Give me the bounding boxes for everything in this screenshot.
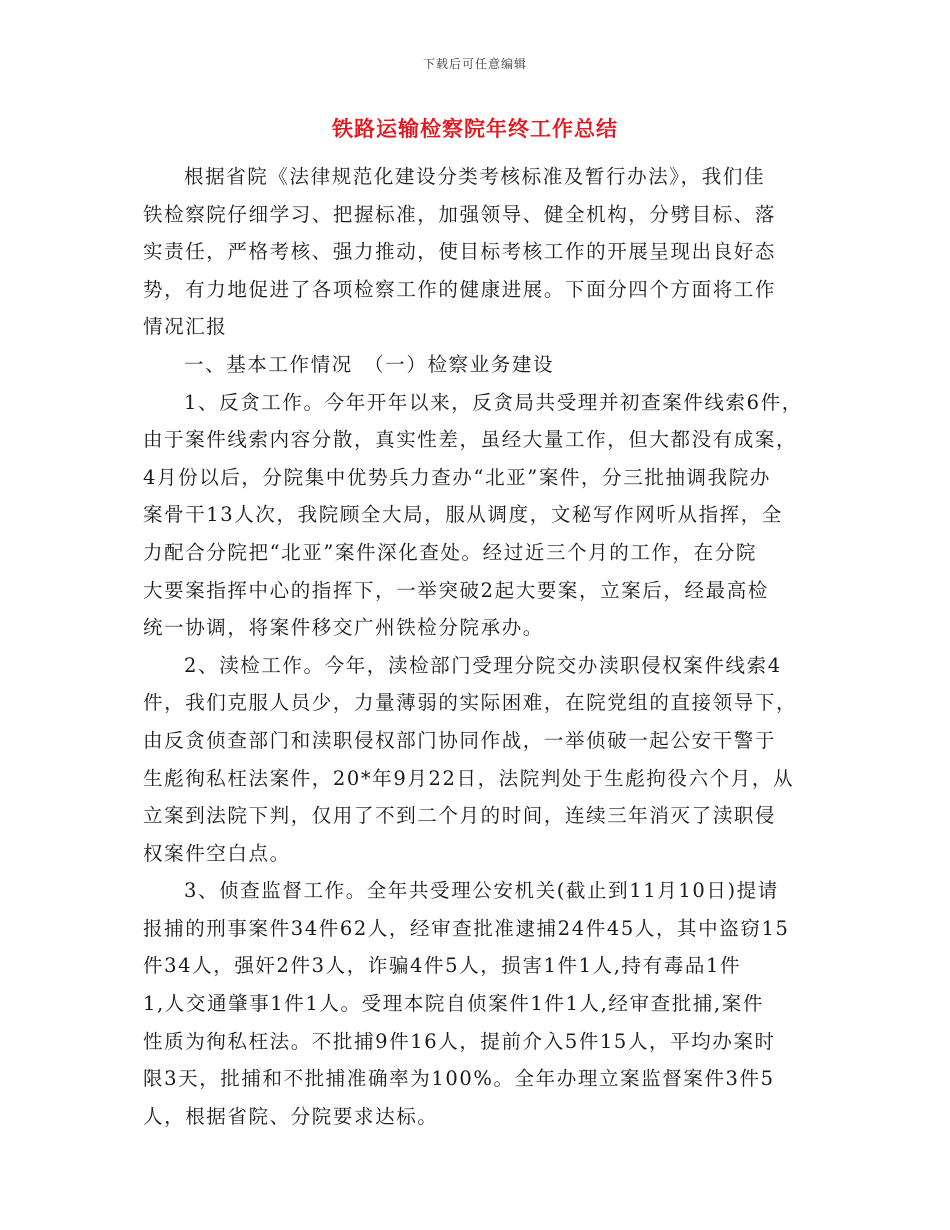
body-text-line: 限3天，批捕和不批捕准确率为100%。全年办理立案监督案件3件5 — [143, 1067, 775, 1091]
body-text-line: 实责任，严格考核、强力推动，使目标考核工作的开展呈现出良好态 — [143, 240, 777, 264]
body-text-line: 由反贪侦查部门和渎职侵权部门协同作战，一举侦破一起公安干警于 — [143, 728, 777, 752]
body-text-line: 由于案件线索内容分散，真实性差，虽经大量工作，但大都没有成案， — [143, 428, 798, 452]
body-text-line: 性质为徇私枉法。不批捕9件16人，提前介入5件15人，平均办案时 — [143, 1029, 776, 1053]
body-text-line: 3、侦查监督工作。全年共受理公安机关(截止到11月10日)提请 — [184, 879, 779, 903]
body-text-line: 力配合分院把“北亚”案件深化查处。经过近三个月的工作，在分院 — [143, 540, 757, 564]
body-text-line: 人，根据省院、分院要求达标。 — [143, 1104, 439, 1128]
body-text-line: 2、渎检工作。今年，渎检部门受理分院交办渎职侵权案件线索4 — [184, 653, 782, 677]
body-text-line: 1,人交通肇事1件1人。受理本院自侦案件1件1人,经审查批捕,案件 — [143, 992, 764, 1016]
body-text-line: 件34人，强奸2件3人，诈骗4件5人，损害1件1人,持有毒品1件 — [143, 954, 742, 978]
header-note: 下载后可任意编辑 — [422, 57, 527, 71]
body-text-line: 生彪徇私枉法案件，20*年9月22日，法院判处于生彪拘役六个月，从 — [143, 766, 795, 790]
body-text-line: 1、反贪工作。今年开年以来，反贪局共受理并初查案件线索6件， — [184, 390, 803, 414]
document-title: 铁路运输检察院年终工作总结 — [332, 116, 618, 141]
body-text-line: 立案到法院下判，仅用了不到二个月的时间，连续三年消灭了渎职侵 — [143, 804, 777, 828]
document-body — [143, 158, 823, 1135]
body-text-line: 案骨干13人次，我院顾全大局，服从调度，文秘写作网听从指挥，全 — [143, 503, 783, 527]
body-text-line: 4月份以后，分院集中优势兵力查办“北亚”案件，分三批抽调我院办 — [143, 465, 771, 489]
body-text-line: 势，有力地促进了各项检察工作的健康进展。下面分四个方面将工作 — [143, 277, 777, 301]
body-text-line: 一、基本工作情况 （一）检察业务建设 — [184, 352, 555, 376]
body-text-line: 情况汇报 — [143, 315, 228, 339]
body-text-line: 件，我们克服人员少，力量薄弱的实际困难，在院党组的直接领导下， — [143, 691, 798, 715]
body-text-line: 根据省院《法律规范化建设分类考核标准及暂行办法》，我们佳 — [184, 165, 766, 188]
body-text-line: 报捕的刑事案件34件62人，经审查批准逮捕24件45人，其中盗窃15 — [143, 916, 790, 940]
body-text-line: 铁检察院仔细学习、把握标准，加强领导、健全机构，分劈目标、落 — [143, 202, 777, 226]
body-text-line: 大要案指挥中心的指挥下，一举突破2起大要案，立案后，经最高检 — [143, 578, 769, 602]
body-text-line: 权案件空白点。 — [143, 841, 291, 865]
body-text-line: 统一协调，将案件移交广州铁检分院承办。 — [143, 616, 544, 640]
